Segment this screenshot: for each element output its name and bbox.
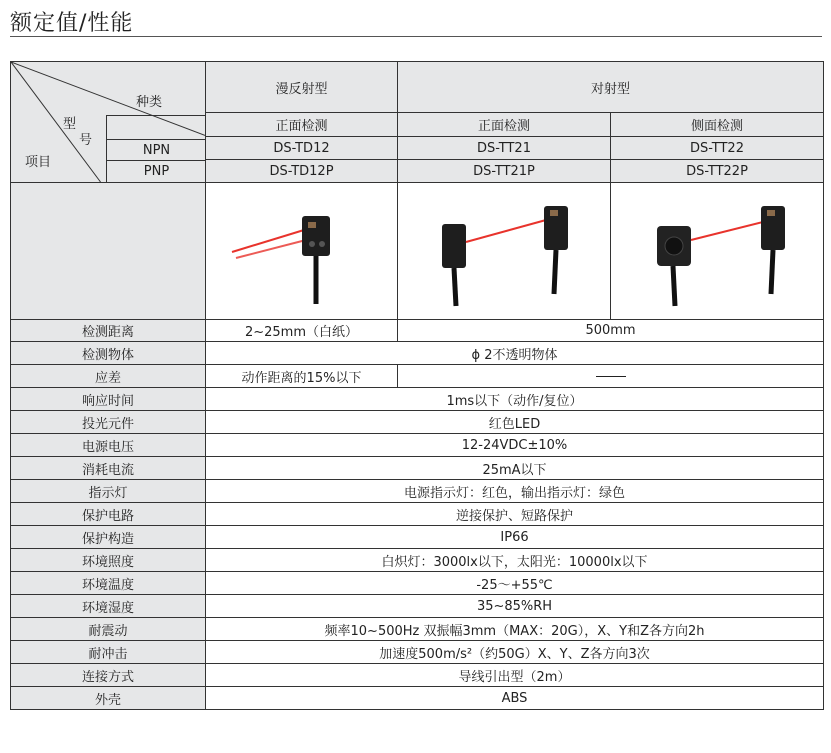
label-protection-circuit: 保护电路 bbox=[11, 503, 206, 526]
value-shock: 加速度500m/s²（约50G）X、Y、Z各方向3次 bbox=[206, 641, 824, 664]
label-current: 消耗电流 bbox=[11, 457, 206, 480]
group-thru-beam: 对射型 bbox=[398, 62, 824, 113]
model-npn-diffuse: DS-TD12 bbox=[206, 137, 398, 160]
value-current: 25mA以下 bbox=[206, 457, 824, 480]
spec-table bbox=[10, 61, 824, 710]
photo-row-label-cell bbox=[11, 183, 206, 320]
model-npn-thru-front: DS-TT21 bbox=[398, 137, 611, 160]
detect-type-diffuse: 正面检测 bbox=[206, 113, 398, 137]
dash-mark bbox=[596, 376, 626, 377]
value-protection-circuit: 逆接保护、短路保护 bbox=[206, 503, 824, 526]
value-response-time: 1ms以下（动作/复位） bbox=[206, 388, 824, 411]
label-housing: 外壳 bbox=[11, 687, 206, 710]
detect-type-thru-side: 侧面检测 bbox=[611, 113, 824, 137]
value-protection-structure: IP66 bbox=[206, 526, 824, 549]
value-vibration: 频率10~500Hz 双振幅3mm（MAX：20G），X、Y和Z各方向2h bbox=[206, 618, 824, 641]
value-hysteresis-thru-na bbox=[398, 365, 824, 388]
value-supply-voltage: 12-24VDC±10% bbox=[206, 434, 824, 457]
label-response-time: 响应时间 bbox=[11, 388, 206, 411]
value-housing: ABS bbox=[206, 687, 824, 710]
label-ambient-light: 环境照度 bbox=[11, 549, 206, 572]
label-connection: 连接方式 bbox=[11, 664, 206, 687]
model-pnp-thru-side: DS-TT22P bbox=[611, 160, 824, 183]
label-shock: 耐冲击 bbox=[11, 641, 206, 664]
value-detect-object: ϕ 2不透明物体 bbox=[206, 342, 824, 365]
value-hysteresis-diffuse: 动作距离的15%以下 bbox=[206, 365, 398, 388]
kind-divider bbox=[107, 115, 206, 116]
title-divider bbox=[10, 36, 822, 37]
kind-label: 种类 bbox=[136, 95, 163, 110]
pnp-label: PNP bbox=[107, 160, 206, 183]
model-label-char-2: 号 bbox=[79, 133, 93, 148]
model-pnp-diffuse: DS-TD12P bbox=[206, 160, 398, 183]
value-ambient-humidity: 35~85%RH bbox=[206, 595, 824, 618]
label-emitter: 投光元件 bbox=[11, 411, 206, 434]
value-detect-distance-diffuse: 2~25mm（白纸） bbox=[206, 320, 398, 342]
model-label-char-1: 型 bbox=[63, 117, 77, 132]
value-indicator: 电源指示灯：红色，输出指示灯：绿色 bbox=[206, 480, 824, 503]
detect-type-thru-front: 正面检测 bbox=[398, 113, 611, 137]
label-detect-object: 检测物体 bbox=[11, 342, 206, 365]
group-diffuse: 漫反射型 bbox=[206, 62, 398, 113]
thru-beam-front-photo bbox=[398, 183, 611, 320]
value-detect-distance-thru: 500mm bbox=[398, 320, 824, 342]
item-label: 项目 bbox=[25, 155, 52, 170]
page-title: 额定值/性能 bbox=[10, 11, 134, 36]
label-ambient-temp: 环境温度 bbox=[11, 572, 206, 595]
model-pnp-thru-front: DS-TT21P bbox=[398, 160, 611, 183]
npn-pnp-divider bbox=[106, 115, 107, 183]
label-detect-distance: 检测距离 bbox=[11, 320, 206, 342]
diffuse-sensor-photo bbox=[206, 183, 398, 320]
label-protection-structure: 保护构造 bbox=[11, 526, 206, 549]
thru-beam-side-photo bbox=[611, 183, 824, 320]
label-vibration: 耐震动 bbox=[11, 618, 206, 641]
label-ambient-humidity: 环境湿度 bbox=[11, 595, 206, 618]
value-emitter: 红色LED bbox=[206, 411, 824, 434]
label-indicator: 指示灯 bbox=[11, 480, 206, 503]
label-supply-voltage: 电源电压 bbox=[11, 434, 206, 457]
model-npn-thru-side: DS-TT22 bbox=[611, 137, 824, 160]
header-corner-cell bbox=[11, 62, 206, 183]
value-connection: 导线引出型（2m） bbox=[206, 664, 824, 687]
label-hysteresis: 应差 bbox=[11, 365, 206, 388]
value-ambient-light: 白炽灯：3000lx以下，太阳光：10000lx以下 bbox=[206, 549, 824, 572]
value-ambient-temp: -25～+55℃ bbox=[206, 572, 824, 595]
npn-label: NPN bbox=[107, 139, 206, 162]
